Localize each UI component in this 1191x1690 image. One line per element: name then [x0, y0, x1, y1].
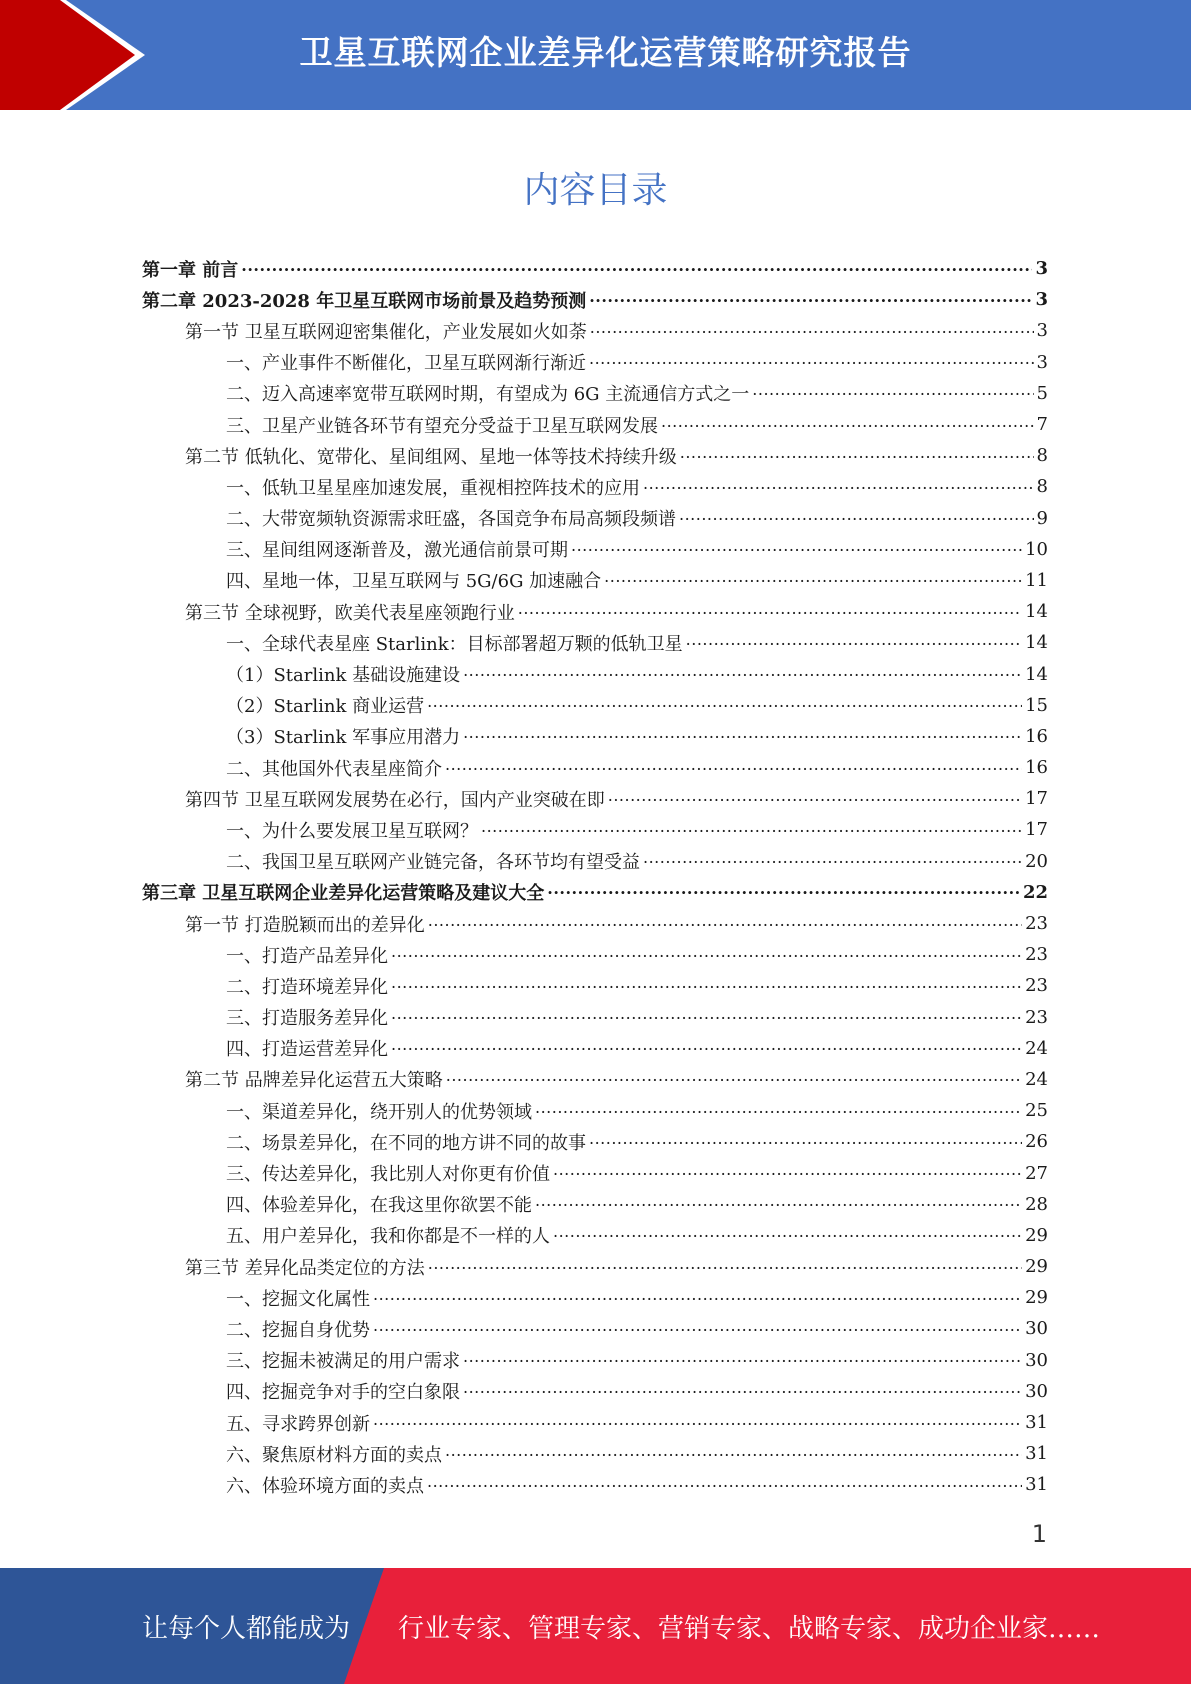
toc-entry-page: 30 — [1025, 1318, 1048, 1340]
toc-entry-label: 第四节 卫星互联网发展势在必行，国内产业突破在即 — [185, 789, 605, 811]
toc-entry[interactable] — [142, 565, 1048, 596]
toc-entry[interactable] — [142, 1407, 1048, 1438]
toc-entry-label: 一、打造产品差异化 — [226, 945, 388, 967]
toc-leader-dots — [463, 665, 1022, 683]
toc-entry[interactable] — [142, 253, 1048, 284]
toc-entry[interactable] — [142, 1345, 1048, 1376]
toc-entry[interactable] — [142, 721, 1048, 752]
toc-entry-page: 14 — [1025, 601, 1048, 623]
toc-leader-dots — [373, 1289, 1022, 1307]
toc-entry-page: 17 — [1025, 819, 1048, 841]
toc-leader-dots — [445, 1445, 1022, 1463]
toc-entry-page: 8 — [1036, 476, 1048, 498]
toc-leader-dots — [661, 416, 1034, 434]
toc-entry[interactable] — [142, 596, 1048, 627]
toc-entry[interactable] — [142, 1126, 1048, 1157]
toc-leader-dots — [547, 883, 1020, 901]
toc-entry-label: 四、打造运营差异化 — [226, 1039, 388, 1061]
toc-entry-label: 二、其他国外代表星座简介 — [226, 758, 442, 780]
toc-leader-dots — [427, 696, 1022, 714]
toc-entry[interactable] — [142, 409, 1048, 440]
toc-entry-label: 三、传达差异化，我比别人对你更有价值 — [226, 1164, 550, 1186]
footer-slogan-right: 行业专家、管理专家、营销专家、战略专家、成功企业家…… — [398, 1614, 1101, 1644]
toc-entry-page: 3 — [1035, 289, 1048, 311]
toc-leader-dots — [463, 727, 1022, 745]
toc-entry[interactable] — [142, 970, 1048, 1001]
toc-leader-dots — [643, 478, 1034, 496]
toc-entry[interactable] — [142, 690, 1048, 721]
toc-entry-page: 31 — [1025, 1443, 1048, 1465]
toc-entry-label: 第二章 2023-2028 年卫星互联网市场前景及趋势预测 — [142, 290, 587, 312]
toc-entry-page: 16 — [1025, 757, 1048, 779]
toc-entry-label: 二、大带宽频轨资源需求旺盛，各国竞争布局高频段频谱 — [226, 509, 676, 531]
toc-entry-page: 3 — [1036, 351, 1048, 373]
toc-entry-page: 29 — [1025, 1256, 1048, 1278]
toc-entry[interactable] — [142, 783, 1048, 814]
toc-entry-page: 28 — [1025, 1193, 1048, 1215]
toc-leader-dots — [241, 260, 1032, 278]
toc-entry-page: 14 — [1025, 632, 1048, 654]
toc-leader-dots — [535, 1195, 1022, 1213]
toc-entry[interactable] — [142, 939, 1048, 970]
toc-entry[interactable] — [142, 315, 1048, 346]
toc-leader-dots — [686, 634, 1022, 652]
toc-entry[interactable] — [142, 1157, 1048, 1188]
toc-entry[interactable] — [142, 1438, 1048, 1469]
toc-entry[interactable] — [142, 1220, 1048, 1251]
toc-entry-page: 23 — [1025, 944, 1048, 966]
toc-entry-page: 9 — [1036, 507, 1048, 529]
report-header — [0, 0, 1191, 110]
toc-entry-label: 一、产业事件不断催化，卫星互联网渐行渐近 — [226, 353, 586, 375]
toc-entry-label: 二、场景差异化，在不同的地方讲不同的故事 — [226, 1132, 586, 1154]
toc-entry[interactable] — [142, 1251, 1048, 1282]
toc-entry-label: 第一章 前言 — [142, 259, 239, 281]
toc-leader-dots — [643, 852, 1022, 870]
toc-leader-dots — [391, 1008, 1022, 1026]
toc-entry[interactable] — [142, 658, 1048, 689]
toc-entry-label: 第一节 打造脱颖而出的差异化 — [185, 914, 425, 936]
toc-entry[interactable] — [142, 1376, 1048, 1407]
toc-entry-label: （3）Starlink 军事应用潜力 — [226, 727, 461, 749]
toc-entry[interactable] — [142, 752, 1048, 783]
toc-entry-label: （1）Starlink 基础设施建设 — [226, 665, 461, 687]
toc-entry-label: 一、渠道差异化，绕开别人的优势领域 — [226, 1101, 532, 1123]
toc-leader-dots — [463, 1351, 1022, 1369]
toc-leader-dots — [604, 571, 1022, 589]
toc-entry-label: 一、为什么要发展卫星互联网？ — [226, 820, 478, 842]
toc-leader-dots — [679, 509, 1034, 527]
toc-entry-page: 20 — [1025, 850, 1048, 872]
toc-entry[interactable] — [142, 1313, 1048, 1344]
toc-entry-label: 二、迈入高速率宽带互联网时期，有望成为 6G 主流通信方式之一 — [226, 384, 750, 406]
toc-entry-page: 23 — [1025, 1006, 1048, 1028]
toc-entry-page: 24 — [1025, 1037, 1048, 1059]
toc-entry[interactable] — [142, 1095, 1048, 1126]
toc-entry-page: 27 — [1025, 1162, 1048, 1184]
footer-slogan-left: 让每个人都能成为 — [142, 1614, 351, 1644]
toc-entry[interactable] — [142, 440, 1048, 471]
toc-entry-label: 三、打造服务差异化 — [226, 1008, 388, 1030]
toc-entry[interactable] — [142, 1033, 1048, 1064]
toc-entry-page: 5 — [1036, 382, 1048, 404]
toc-entry[interactable] — [142, 1469, 1048, 1500]
toc-entry-page: 11 — [1025, 569, 1048, 591]
toc-leader-dots — [427, 1476, 1022, 1494]
toc-entry-page: 7 — [1036, 414, 1048, 436]
toc-entry[interactable] — [142, 471, 1048, 502]
toc-entry-page: 26 — [1025, 1131, 1048, 1153]
toc-entry-label: 四、星地一体，卫星互联网与 5G/6G 加速融合 — [226, 571, 602, 593]
toc-entry-page: 23 — [1025, 975, 1048, 997]
toc-leader-dots — [373, 1320, 1022, 1338]
toc-entry-page: 31 — [1025, 1474, 1048, 1496]
toc-entry[interactable] — [142, 814, 1048, 845]
page-number: 1 — [1031, 1520, 1047, 1548]
toc-entry-page: 22 — [1022, 881, 1048, 903]
toc-entry-page: 14 — [1025, 663, 1048, 685]
toc-entry-page: 31 — [1025, 1412, 1048, 1434]
toc-leader-dots — [445, 759, 1022, 777]
toc-entry-label: 三、卫星产业链各环节有望充分受益于卫星互联网发展 — [226, 415, 658, 437]
toc-entry[interactable] — [142, 627, 1048, 658]
toc-leader-dots — [481, 821, 1022, 839]
toc-entry[interactable] — [142, 877, 1048, 908]
report-title: 卫星互联网企业差异化运营策略研究报告 — [299, 33, 912, 72]
toc-entry-page: 17 — [1025, 788, 1048, 810]
toc-entry[interactable] — [142, 503, 1048, 534]
toc-entry[interactable] — [142, 1064, 1048, 1095]
toc-leader-dots — [518, 603, 1022, 621]
toc-entry[interactable] — [142, 347, 1048, 378]
toc-entry-page: 25 — [1025, 1100, 1048, 1122]
toc-entry-label: 第三章 卫星互联网企业差异化运营策略及建议大全 — [142, 883, 545, 905]
toc-entry-page: 30 — [1025, 1380, 1048, 1402]
toc-entry[interactable] — [142, 534, 1048, 565]
toc-entry-label: （2）Starlink 商业运营 — [226, 696, 425, 718]
toc-entry-label: 二、我国卫星互联网产业链完备，各环节均有望受益 — [226, 852, 640, 874]
toc-entry-label: 六、聚焦原材料方面的卖点 — [226, 1444, 442, 1466]
toc-entry-label: 第三节 差异化品类定位的方法 — [185, 1257, 425, 1279]
toc-leader-dots — [608, 790, 1022, 808]
toc-entry-label: 三、星间组网逐渐普及，激光通信前景可期 — [226, 540, 568, 562]
toc-entry-label: 五、用户差异化，我和你都是不一样的人 — [226, 1226, 550, 1248]
toc-entry-page: 16 — [1025, 725, 1048, 747]
toc-entry[interactable] — [142, 1189, 1048, 1220]
toc-leader-dots — [391, 946, 1022, 964]
toc-entry-label: 第二节 品牌差异化运营五大策略 — [185, 1070, 443, 1092]
toc-entry[interactable] — [142, 378, 1048, 409]
toc-entry[interactable] — [142, 1282, 1048, 1313]
toc-entry-label: 二、打造环境差异化 — [226, 976, 388, 998]
toc-entry-page: 29 — [1025, 1224, 1048, 1246]
toc-entry-label: 第二节 低轨化、宽带化、星间组网、星地一体等技术持续升级 — [185, 446, 677, 468]
toc-leader-dots — [446, 1070, 1022, 1088]
toc-leader-dots — [553, 1226, 1022, 1244]
toc-leader-dots — [553, 1164, 1022, 1182]
toc-leader-dots — [535, 1102, 1022, 1120]
toc-entry-label: 五、寻求跨界创新 — [226, 1413, 370, 1435]
toc-entry-label: 一、挖掘文化属性 — [226, 1288, 370, 1310]
toc-leader-dots — [571, 540, 1022, 558]
toc-entry-label: 三、挖掘未被满足的用户需求 — [226, 1351, 460, 1373]
toc-entry-label: 第一节 卫星互联网迎密集催化，产业发展如火如荼 — [185, 321, 587, 343]
toc-leader-dots — [589, 1133, 1022, 1151]
toc-entry-page: 3 — [1035, 258, 1048, 280]
toc-leader-dots — [391, 1039, 1022, 1057]
toc-entry-page: 10 — [1025, 538, 1048, 560]
toc-entry-page: 3 — [1036, 320, 1048, 342]
toc-entry-page: 15 — [1025, 694, 1048, 716]
toc-entry-label: 第三节 全球视野，欧美代表星座领跑行业 — [185, 602, 515, 624]
toc-leader-dots — [590, 322, 1034, 340]
footer-banner — [0, 1568, 1191, 1684]
toc-entry-page: 24 — [1025, 1068, 1048, 1090]
toc-entry-page: 29 — [1025, 1287, 1048, 1309]
toc-entry-label: 二、挖掘自身优势 — [226, 1319, 370, 1341]
toc-leader-dots — [463, 1382, 1022, 1400]
toc-leader-dots — [428, 1258, 1022, 1276]
toc-entry-label: 六、体验环境方面的卖点 — [226, 1475, 424, 1497]
toc-entry-page: 23 — [1025, 913, 1048, 935]
toc-leader-dots — [752, 384, 1033, 402]
toc-entry[interactable] — [142, 284, 1048, 315]
toc-entry[interactable] — [142, 908, 1048, 939]
toc-leader-dots — [391, 977, 1022, 995]
toc-heading: 内容目录 — [523, 170, 668, 211]
toc-leader-dots — [428, 915, 1022, 933]
toc-entry-label: 一、低轨卫星星座加速发展，重视相控阵技术的应用 — [226, 477, 640, 499]
toc-entry-page: 8 — [1036, 445, 1048, 467]
toc-entry-label: 四、体验差异化，在我这里你欲罢不能 — [226, 1195, 532, 1217]
toc-leader-dots — [680, 447, 1034, 465]
toc-entry-label: 一、全球代表星座 Starlink：目标部署超万颗的低轨卫星 — [226, 633, 683, 655]
toc-leader-dots — [373, 1414, 1022, 1432]
toc-entry[interactable] — [142, 846, 1048, 877]
toc-leader-dots — [589, 353, 1034, 371]
toc-entry-page: 30 — [1025, 1349, 1048, 1371]
toc-leader-dots — [589, 291, 1032, 309]
toc-entry[interactable] — [142, 1002, 1048, 1033]
table-of-contents — [142, 253, 1048, 1501]
toc-entry-label: 四、挖掘竞争对手的空白象限 — [226, 1382, 460, 1404]
